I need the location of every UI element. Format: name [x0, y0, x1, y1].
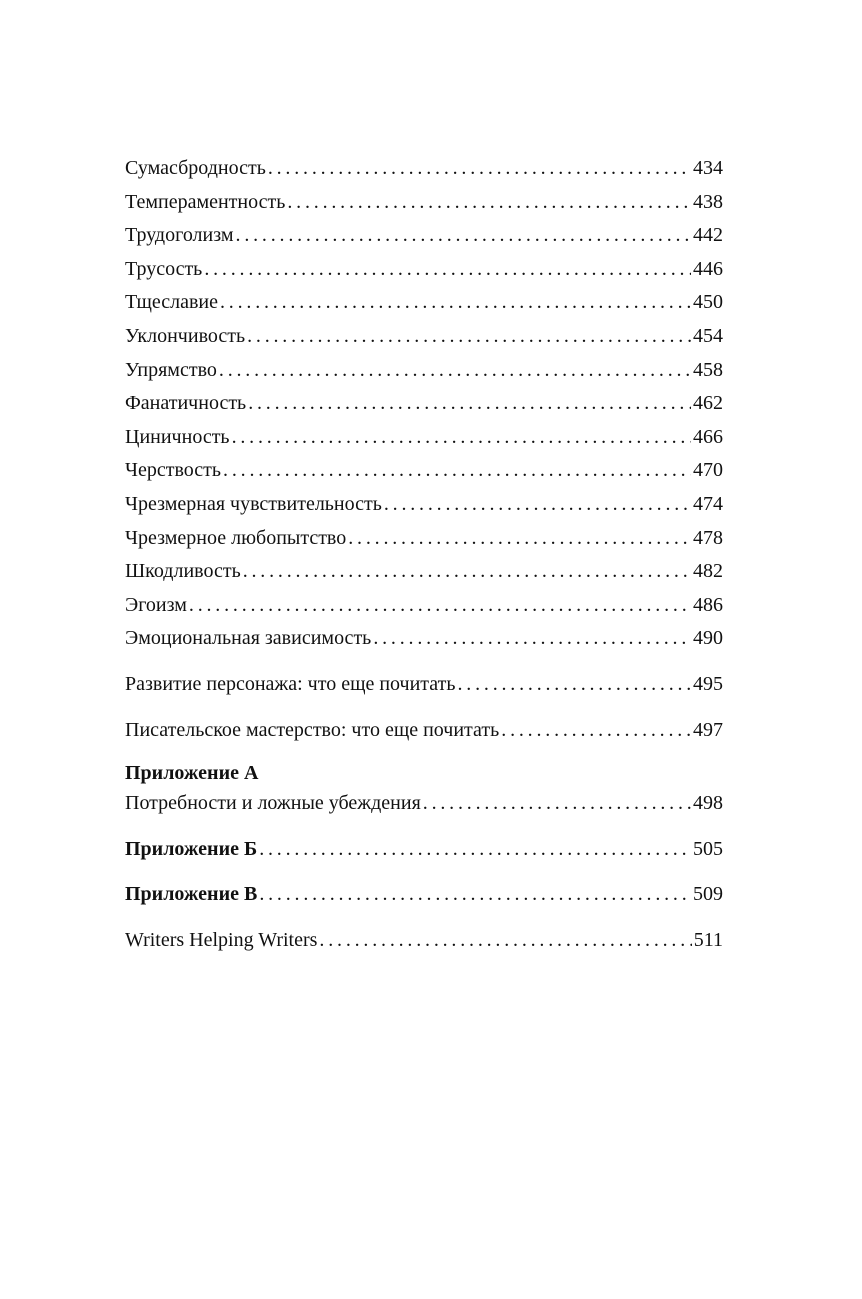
toc-entry	[125, 253, 723, 287]
toc-entry	[125, 488, 723, 522]
toc-entry-title: Потребности и ложные убеждения	[125, 792, 421, 815]
toc-entry-page: 458	[693, 358, 723, 381]
toc-entry-writers-helping-writers	[125, 924, 723, 958]
toc-entry-page: 478	[693, 526, 723, 549]
dot-leader	[348, 522, 691, 556]
toc-entry-title: Сумасбродность	[125, 157, 266, 179]
toc-entry-reading-character	[125, 668, 723, 702]
toc-entry	[125, 387, 723, 421]
dot-leader	[423, 787, 691, 821]
toc-entry	[125, 421, 723, 455]
toc-entry-page: 505	[693, 837, 723, 860]
toc-entry-page: 490	[693, 627, 723, 650]
toc-entry	[125, 622, 723, 656]
toc-entry-appendix-c	[125, 878, 723, 912]
toc-entry-title: Чрезмерная чувствительность	[125, 492, 382, 515]
toc-entry-title: Трусость	[125, 257, 203, 280]
toc-entry-page: 482	[693, 560, 723, 583]
dot-leader	[204, 253, 691, 287]
toc-entry-title: Темпераментность	[125, 190, 286, 213]
toc-entry	[125, 186, 723, 220]
table-of-contents	[125, 152, 723, 957]
toc-entry-page: 495	[693, 672, 723, 695]
toc-entry-appendix-b	[125, 833, 723, 867]
dot-leader	[248, 387, 691, 421]
toc-entry	[125, 219, 723, 253]
dot-leader	[219, 354, 691, 388]
dot-leader	[259, 833, 691, 867]
dot-leader	[268, 152, 691, 186]
dot-leader	[220, 286, 691, 320]
appendix-a-heading: Приложение А	[125, 762, 259, 785]
toc-entry-title: Уклончивость	[125, 324, 246, 347]
toc-entry-page: 511	[693, 928, 723, 951]
toc-entry-title: Эмоциональная зависимость	[125, 627, 372, 650]
toc-entry-title: Развитие персонажа: что еще почитать	[125, 672, 456, 695]
toc-entry	[125, 454, 723, 488]
toc-entry-page: 438	[693, 190, 723, 213]
toc-entry-title: Эгоизм	[125, 593, 187, 616]
dot-leader	[259, 878, 691, 912]
toc-entry-page: 486	[693, 593, 723, 616]
toc-entry	[125, 555, 723, 589]
dot-leader	[189, 589, 691, 623]
dot-leader	[243, 555, 691, 589]
toc-entry-title: Писательское мастерство: что еще почитать	[125, 718, 500, 741]
toc-entry-page: 462	[693, 392, 723, 415]
toc-entry-page: 509	[693, 883, 723, 906]
dot-leader	[232, 421, 691, 455]
toc-entry	[125, 286, 723, 320]
toc-entry-page: 466	[693, 425, 723, 448]
toc-entry-reading-craft	[125, 714, 723, 748]
toc-entry-page: 498	[693, 792, 723, 815]
dot-leader	[236, 219, 691, 253]
dot-leader	[373, 622, 691, 656]
toc-entry-page: 454	[693, 324, 723, 347]
toc-entry	[125, 320, 723, 354]
toc-entry	[125, 589, 723, 623]
toc-entry-page: 497	[693, 718, 723, 741]
toc-entry-page: 474	[693, 492, 723, 515]
toc-entry-title: Трудоголизм	[125, 224, 234, 247]
toc-entry-title: Черствость	[125, 459, 222, 482]
toc-entry	[125, 522, 723, 556]
dot-leader	[287, 186, 691, 220]
toc-entry-title: Приложение В	[125, 883, 258, 906]
toc-entry-page: 446	[693, 257, 723, 280]
toc-entry-page: 450	[693, 291, 723, 314]
toc-entry-title: Циничность	[125, 425, 230, 448]
toc-entry-title: Шкодливость	[125, 560, 241, 583]
dot-leader	[223, 454, 691, 488]
dot-leader	[384, 488, 691, 522]
dot-leader	[458, 668, 692, 702]
toc-entry-title: Writers Helping Writers	[125, 928, 318, 951]
toc-entry-page: 434	[693, 157, 723, 179]
toc-entry-title: Тщеславие	[125, 291, 218, 314]
toc-entry-title: Чрезмерное любопытство	[125, 526, 347, 549]
toc-entry	[125, 354, 723, 388]
toc-entry-title: Упрямство	[125, 358, 217, 381]
toc-entry	[125, 152, 723, 186]
toc-entry-title: Фанатичность	[125, 392, 247, 415]
toc-entry-title: Приложение Б	[125, 837, 258, 860]
toc-entry-appendix-a	[125, 787, 723, 821]
toc-entry-page: 470	[693, 459, 723, 482]
dot-leader	[501, 714, 691, 748]
toc-entry-page: 442	[693, 224, 723, 247]
dot-leader	[319, 924, 691, 958]
dot-leader	[247, 320, 691, 354]
